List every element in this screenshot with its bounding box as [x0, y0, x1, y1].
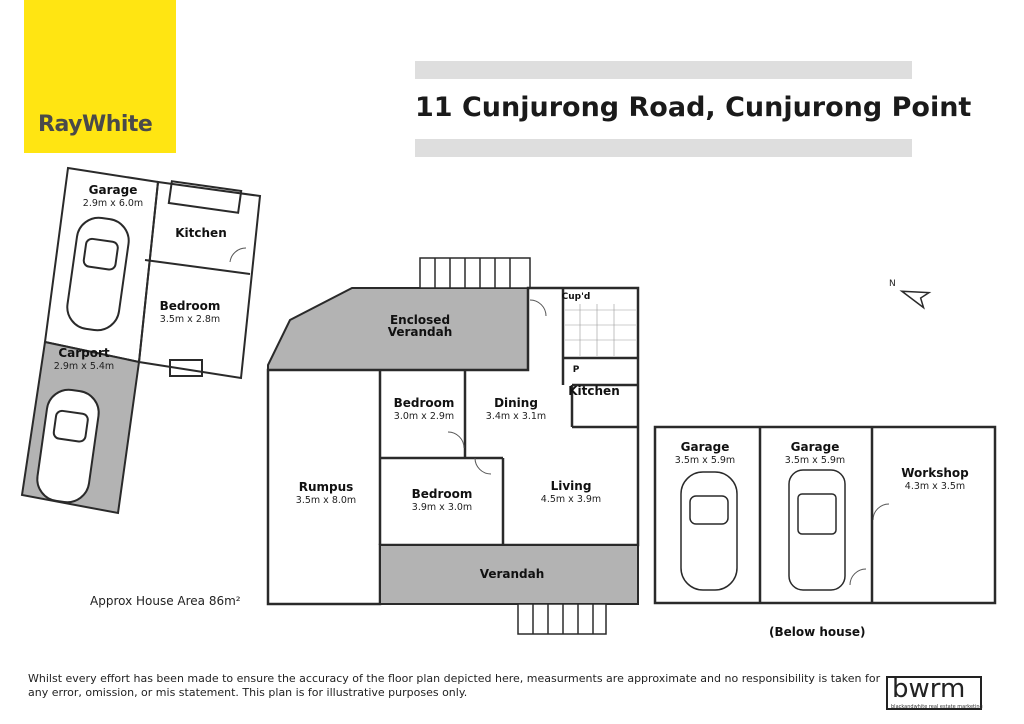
disclaimer: Whilst every effort has been made to ensure the accuracy of the floor plan depicted here, measurments are approximate and no responsibility is taken for any error, omission, or mis statement. This plan is for illustrative purposes only.	[28, 672, 881, 699]
room-label: P	[572, 365, 580, 375]
bwrm-logo-text: bwrm	[892, 674, 966, 704]
room-dimensions: 4.5m x 3.9m	[540, 494, 602, 505]
room-label: Kitchen	[175, 226, 227, 240]
room-label: Verandah	[479, 567, 545, 581]
north-arrow-icon	[899, 284, 929, 308]
room-dimensions: Verandah	[387, 325, 453, 339]
north-label: N	[889, 279, 896, 289]
room-label: Rumpus	[298, 480, 354, 494]
car-icon	[64, 215, 131, 333]
stairs-top	[420, 258, 530, 288]
room-dimensions: 3.0m x 2.9m	[393, 411, 455, 422]
room-dimensions: 2.9m x 5.4m	[53, 361, 115, 372]
room-dimensions: 3.5m x 2.8m	[159, 314, 221, 325]
room-label: Garage	[790, 440, 840, 454]
room-dimensions: 3.5m x 8.0m	[295, 495, 357, 506]
room-label: Cup'd	[561, 292, 591, 302]
bwrm-logo	[886, 676, 982, 710]
left-block-outline	[139, 182, 260, 378]
room-label: Living	[550, 479, 592, 493]
room-dimensions: 2.9m x 6.0m	[82, 198, 144, 209]
below-house-note: (Below house)	[769, 625, 866, 639]
room-dimensions: 3.5m x 5.9m	[674, 455, 736, 466]
room-dimensions: 3.5m x 5.9m	[784, 455, 846, 466]
room-label: Carport	[58, 346, 110, 360]
bwrm-tagline: blackandwhite real estate marketing	[891, 704, 983, 710]
brand-name: RayWhite	[38, 112, 153, 137]
room-label: Bedroom	[393, 396, 455, 410]
property-address: 11 Cunjurong Road, Cunjurong Point	[415, 92, 972, 123]
room-dimensions: 3.4m x 3.1m	[485, 411, 547, 422]
room-label: Garage	[680, 440, 730, 454]
car-icon	[681, 472, 737, 590]
room-label: Dining	[494, 396, 538, 410]
room-dimensions: 3.9m x 3.0m	[411, 502, 473, 513]
house-area: Approx House Area 86m²	[90, 594, 241, 608]
room-label: Workshop	[901, 466, 969, 480]
room-label: Kitchen	[568, 384, 620, 398]
room-label: Bedroom	[411, 487, 473, 501]
room-label: Enclosed	[389, 313, 451, 327]
room-label: Garage	[88, 183, 138, 197]
room-dimensions: 4.3m x 3.5m	[904, 481, 966, 492]
room-label: Bedroom	[159, 299, 221, 313]
